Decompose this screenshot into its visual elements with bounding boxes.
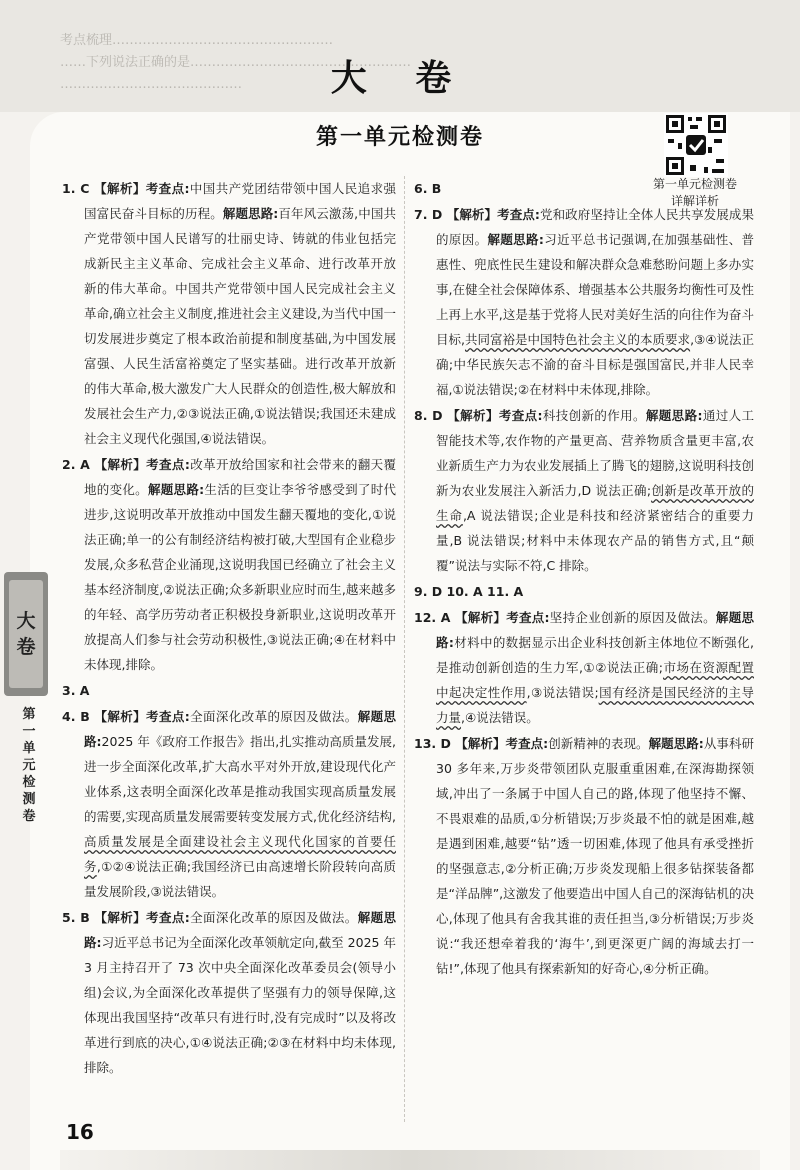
side-vertical-label: 第一单元检测卷 [22, 707, 36, 824]
answer-number: 7. D [414, 207, 447, 222]
answer-label: 【解析】 [455, 736, 506, 751]
answer-number: 8. D [414, 408, 448, 423]
answer-item [414, 176, 656, 201]
bottom-strip [60, 1150, 760, 1170]
answer-label: 【解析】 [446, 207, 498, 222]
answer-label: 【解析】 [94, 910, 147, 925]
answer-number: 4. B [62, 709, 95, 724]
answer-text: 全面深化改革的原因及做法。 [189, 709, 358, 724]
page-number: 16 [66, 1120, 94, 1144]
answer-number: 1. C [62, 181, 95, 196]
answer-item [62, 176, 396, 451]
answer-number: 6. B [414, 181, 442, 196]
answer-text: ,③④说法正确;中华民族矢志不渝的奋斗目标是强国富民,并非人民幸福,①说法错误;②在材料中未体现,排除。 [436, 332, 754, 397]
side-tab-char: 卷 [16, 636, 36, 658]
answer-text: 生活的巨变让李爷爷感受到了时代进步,这说明改革开放推动中国发生翻天覆地的变化,①说法正确;单一的公有制经济结构被打破,大型国有企业稳步发展,众多私营企业涌现,这说明我国已经确立了社会主义基本经济制度,②说法正确;众多新职业应时而生,越来越多的年轻、高学历劳动者正积极投身新职业,这说明改革开放提高人们参与社会劳动积极性,③说法正确;④在材料中未体现,排除。 [84, 482, 396, 672]
answer-label: 考查点: [145, 181, 190, 196]
answer-number: 3. A [62, 683, 90, 698]
answer-label: 【解析】 [94, 457, 147, 472]
answers-left-column [62, 176, 396, 1081]
answer-label: 解题思路: [487, 232, 544, 247]
answer-number: 2. A [62, 457, 95, 472]
answer-text: 党和政府坚持让全体人民共享发展成果的原因。 [436, 207, 754, 247]
answer-number: 12. A [414, 610, 456, 625]
answer-text: ,④说法错误。 [461, 710, 539, 725]
answer-item [414, 579, 754, 604]
qr-caption-line: 详解详析 [670, 194, 719, 208]
answer-label: 解题思路: [147, 482, 205, 497]
column-divider [404, 176, 405, 1122]
answer-label: 考查点: [146, 709, 190, 724]
answer-number: 13. D [414, 736, 456, 751]
answer-text: 2025 年《政府工作报告》指出,扎实推动高质量发展,进一步全面深化改革,扩大高水平对外开放,建设现代化产业体系,这表明全面深化改革是推动我国实现高质量发展的需要,实现高质量发展需要转变发展方式,优化经济结构, [84, 734, 397, 824]
answer-text: 通过人工智能技术等,农作物的产量更高、营养物质含量更丰富,农业新质生产力为农业发展插上了腾飞的翅膀,这说明科技创新为农业发展注入新活力,D 说法正确; [436, 408, 754, 498]
answer-label: 考查点: [498, 408, 543, 423]
answer-text: 坚持企业创新的原因及做法。 [549, 610, 716, 625]
qr-code-icon[interactable] [664, 113, 728, 177]
qr-caption-line: 第一单元检测卷 [652, 177, 737, 191]
answer-item [414, 605, 754, 730]
key-point-underlined: 国有经济是国民经济的主导力量 [436, 685, 754, 725]
answer-text: ,③说法错误; [526, 685, 599, 700]
answer-number: 9. D [414, 584, 447, 599]
answer-label: 【解析】 [455, 610, 507, 625]
key-point-underlined: 共同富裕是中国特色社会主义的本质要求 [464, 332, 691, 347]
key-point-underlined: 高质量发展是全面建设社会主义现代化国家的首要任务 [84, 834, 396, 874]
answer-text: 全面深化改革的原因及做法。 [189, 910, 358, 925]
answer-text: 创新精神的表现。 [548, 736, 649, 751]
answer-item [414, 202, 754, 402]
answer-item [414, 731, 754, 981]
answer-item [62, 704, 396, 904]
answer-label: 考查点: [146, 457, 190, 472]
side-tab-char: 大 [16, 610, 36, 632]
section-title: 第一单元检测卷 [315, 125, 484, 150]
side-tab-inner [9, 580, 43, 688]
answer-number: 5. B [62, 910, 95, 925]
answer-text: 材料中的数据显示出企业科技创新主体地位不断强化,是推动创新创造的生力军,①②说法正确; [436, 635, 755, 675]
answer-item [62, 905, 396, 1080]
answer-label: 解题思路: [648, 736, 704, 751]
answer-item [62, 452, 396, 677]
answer-label: 解题思路: [84, 709, 396, 749]
ghost-line: …………………………………… [60, 77, 242, 92]
answer-label: 解题思路: [84, 910, 396, 950]
key-point-underlined: 创新是改革开放的生命 [436, 483, 754, 523]
answer-label: 解题思路: [645, 408, 703, 423]
answer-item [414, 403, 754, 578]
answer-text: 科技创新的作用。 [542, 408, 646, 423]
answer-label: 考查点: [505, 736, 549, 751]
answer-label: 考查点: [497, 207, 540, 222]
key-point-underlined: 市场在资源配置中起决定性作用 [436, 660, 754, 700]
answer-text: 习近平总书记为全面深化改革领航定向,截至 2025 年 3 月主持召开了 73 次中央全面深化改革委员会(领导小组)会议,为全面深化改革提供了坚强有力的领导保障,这体现出我国坚持“改革只有进行时,没有完成时”以及将改革进行到底的决心,①④说法正确;②③在材料中均未体现,排除。 [84, 935, 396, 1075]
answer-text: 习近平总书记强调,在加强基础性、普惠性、兜底性民生建设和解决群众急难愁盼问题上多办实事,在健全社会保障体系、增强基本公共服务均衡性可及性上再上水平,这是基于党将人民对美好生活的向往作为奋斗目标, [436, 232, 755, 347]
answer-label: 【解析】 [94, 181, 146, 196]
ghost-line: 考点梳理…………………………………………… [60, 33, 334, 48]
ghost-line: ……下列说法正确的是…………………………………………… [60, 55, 412, 70]
answer-label: 解题思路: [436, 610, 754, 650]
answer-label: 考查点: [506, 610, 550, 625]
side-tab [4, 572, 48, 696]
answer-text: 百年风云激荡,中国共产党带领中国人民谱写的壮丽史诗、铸就的伟业包括完成新民主主义革命、完成社会主义革命、进行改革开放新的伟大革命。中国共产党带领中国人民完成社会主义革命,确立社会主义制度,推进社会主义建设,为当代中国一切发展进步奠定了根本政治前提和制度基础,为中国发展富强、人民生活富裕奠定了坚实基础。进行改革开放新的伟大革命,极大激发广大人民群众的创造性,极大解放和发展社会生产力,②③说法正确,①说法错误;我国还未建成社会主义现代化强国,④说法错误。 [84, 206, 396, 446]
answer-label: 考查点: [146, 910, 190, 925]
answer-text: 从事科研 30 多年来,万步炎带领团队克服重重困难,在深海勘探领域,冲出了一条属于中国人自己的路,体现了他坚持不懈、不畏艰难的品质,①分析错误;万步炎最不怕的就是困难,越是遇到困难,越要“钻”透一切困难,体现了他具有承受挫折的坚强意志,②分析正确;万步炎发现船上很多钻探装备都是“洋品牌”,这激发了他要造出中国人自己的深海钻机的决心,体现了他具有舍我其谁的责任担当,③分析错误;万步炎说:“我还想牵着我的‘海牛’,到更深更广阔的海域去打一钻!”,体现了他具有探索新知的好奇心,④分析正确。 [436, 736, 754, 976]
answers-right-column [414, 176, 754, 982]
answer-label: 【解析】 [94, 709, 147, 724]
volume-title: 大 卷 [330, 58, 470, 99]
answer-text: ,A 说法错误;企业是科技和经济紧密结合的重要力量,B 说法错误;材料中未体现农产品的销售方式,且“颠覆”说法与实际不符,C 排除。 [436, 508, 754, 573]
answer-label: 解题思路: [222, 206, 279, 221]
answer-label: 【解析】 [447, 408, 499, 423]
answer-text: 改革开放给国家和社会带来的翻天覆地的变化。 [84, 457, 396, 497]
answer-text: 中国共产党团结带领中国人民追求强国富民奋斗目标的历程。 [84, 181, 396, 221]
answer-item [62, 678, 396, 703]
answer-label: 10. A 11. A [446, 584, 524, 599]
answer-text: ,①②④说法正确;我国经济已由高速增长阶段转向高质量发展阶段,③说法错误。 [84, 859, 396, 899]
